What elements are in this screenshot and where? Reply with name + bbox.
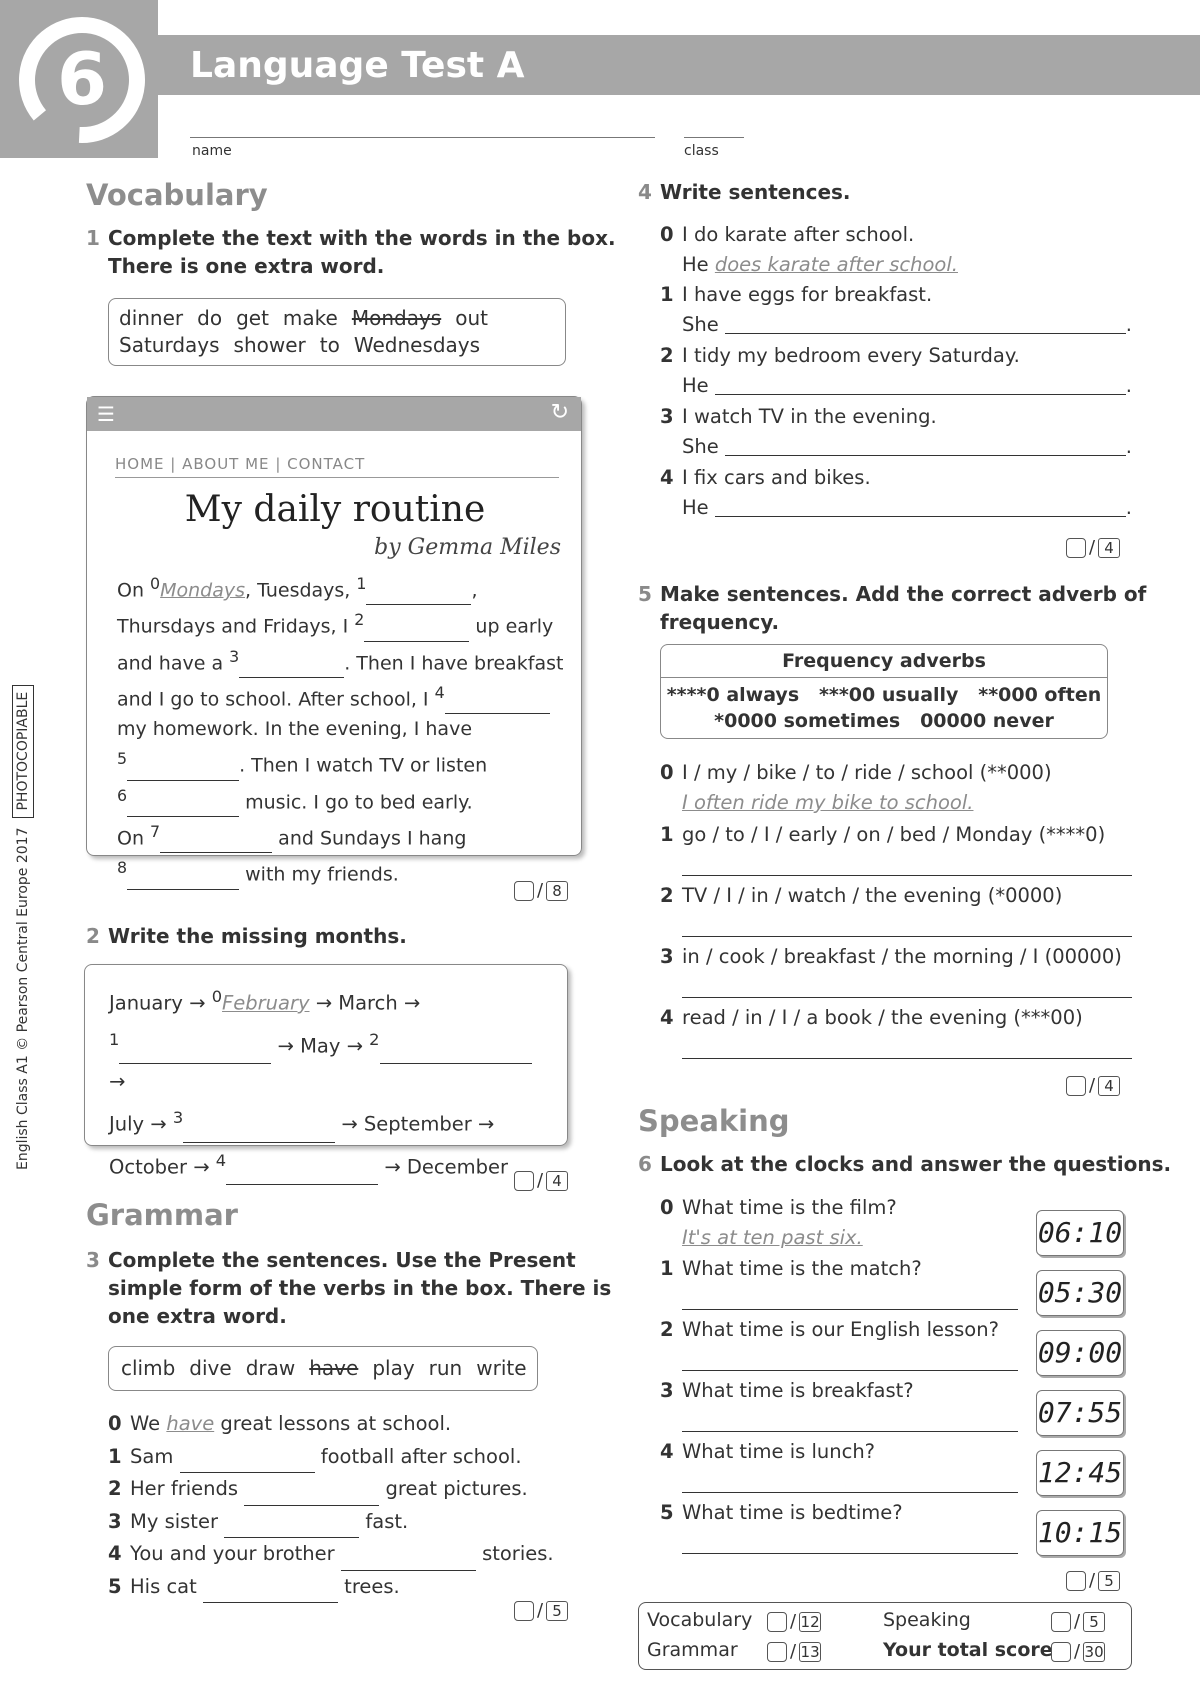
- ex2-score: / 4: [514, 1170, 568, 1191]
- ex5-item-3: 3 in / cook / breakfast / the morning / I (00000): [660, 942, 1132, 1003]
- ex5-item-0: 0 I / my / bike / to / ride / school (**000) I often ride my bike to school.: [660, 761, 1052, 814]
- ex6-instructions: 6 Look at the clocks and answer the questions.: [638, 1152, 1172, 1176]
- ex4-score: / 4: [1066, 537, 1120, 558]
- blog-blank-7[interactable]: [160, 833, 272, 853]
- total-label: Your total score: [883, 1639, 1053, 1661]
- ex3-item-3: 3 My sister fast.: [108, 1506, 554, 1539]
- ex6-item-0: 0 What time is the film? It's at ten past six.: [660, 1196, 897, 1249]
- unit-six-icon: [0, 0, 158, 158]
- ex6-item-1: 1 What time is the match?: [660, 1254, 1018, 1315]
- ex4-instructions: 4 Write sentences.: [638, 180, 851, 204]
- ex1-instructions: 1 Complete the text with the words in the box. There is one extra word.: [86, 226, 616, 278]
- menu-icon[interactable]: ☰: [97, 402, 115, 426]
- ex4-item-0: 0 I do karate after school. He does karate after school.: [660, 223, 958, 276]
- ex1-score: / 8: [514, 880, 568, 901]
- ex4-item-4: 4 I fix cars and bikes. He .: [660, 466, 1132, 519]
- side-text: [12, 685, 34, 1170]
- ex3-item-5: 5 His cat trees.: [108, 1571, 554, 1604]
- nav-about[interactable]: ABOUT ME: [182, 455, 270, 473]
- unit-badge: [0, 0, 158, 158]
- blog-blank-5[interactable]: [127, 761, 239, 781]
- ex3-item-4: 4 You and your brother stories.: [108, 1538, 554, 1571]
- ex6-item-2: 2 What time is our English lesson?: [660, 1315, 1018, 1376]
- ex3-item-1: 1 Sam football after school.: [108, 1441, 554, 1474]
- class-line[interactable]: [684, 137, 744, 138]
- ex3-score: / 5: [514, 1600, 568, 1621]
- ex3-items: [108, 1408, 554, 1603]
- blog-blank-3[interactable]: [239, 658, 344, 678]
- total-grammar-label: Grammar: [647, 1639, 738, 1661]
- ex4-item-2: 2 I tidy my bedroom every Saturday. He .: [660, 344, 1132, 397]
- ex2-instructions: 2 Write the missing months.: [86, 924, 407, 948]
- ex4-items: [660, 220, 1132, 524]
- ex5-item-2: 2 TV / I / in / watch / the evening (*0000): [660, 881, 1132, 942]
- month-blank-3[interactable]: [183, 1123, 335, 1143]
- blog-title: My daily routine: [184, 489, 486, 530]
- nav-home[interactable]: HOME: [115, 455, 165, 473]
- blog-text: On $^0$Mondays, Tuesdays, $^1$ , Thursdays and Fridays, I $^2$ up early and have a $^3$ . Then I have breakfast and I go to school. After school, I $^4$ my homework. In the evening, I have $^5$ . Then I watch TV or listen $^6$ music. I go to bed early. On $^7$ and Sundays I hang $^8$ with my friends.: [117, 569, 567, 890]
- class-label: class: [684, 143, 719, 159]
- ex6-item-3: 3 What time is breakfast?: [660, 1376, 1018, 1437]
- ex5-item-4: 4 read / in / I / a book / the evening (***00): [660, 1003, 1132, 1064]
- total-speaking-score: / 5: [1051, 1611, 1105, 1632]
- ex6-score: / 5: [1066, 1570, 1120, 1591]
- grammar-heading: Grammar: [86, 1198, 238, 1232]
- clock-1: 05:30: [1036, 1270, 1124, 1316]
- copyright: English Class A1 © Pearson Central Europe 2017: [15, 827, 31, 1170]
- total-score-box: [638, 1602, 1132, 1670]
- total-vocab-label: Vocabulary: [647, 1609, 753, 1631]
- ex4-item-3: 3 I watch TV in the evening. She .: [660, 405, 1132, 458]
- name-line[interactable]: [190, 137, 655, 138]
- clock-3: 07:55: [1036, 1390, 1124, 1436]
- photocopiable: PHOTOCOPIABLE: [12, 685, 34, 818]
- nav-contact[interactable]: CONTACT: [287, 455, 366, 473]
- vocabulary-heading: Vocabulary: [86, 178, 268, 212]
- ex3-word-box: climb dive draw have play run write: [108, 1346, 538, 1391]
- month-blank-2[interactable]: [380, 1044, 532, 1064]
- ex3-item-2: 2 Her friends great pictures.: [108, 1473, 554, 1506]
- frequency-box: Frequency adverbs ****0 always ***00 usually **000 often *0000 sometimes 00000 never: [660, 644, 1108, 739]
- total-grammar-score: / 13: [767, 1641, 821, 1662]
- blog-blank-4[interactable]: [445, 694, 550, 714]
- total-score: / 30: [1051, 1641, 1105, 1662]
- blog-nav: HOME | ABOUT ME | CONTACT: [115, 455, 559, 478]
- total-vocab-score: / 12: [767, 1611, 821, 1632]
- ex3-instructions: 3 Complete the sentences. Use the Present simple form of the verbs in the box. There is one extra word.: [86, 1248, 612, 1328]
- blog-blank-2[interactable]: [364, 622, 469, 642]
- blog-blank-6[interactable]: [127, 797, 239, 817]
- page-title: Language Test A: [190, 45, 525, 86]
- total-speaking-label: Speaking: [883, 1609, 971, 1631]
- clock-0: 06:10: [1036, 1210, 1124, 1256]
- ex3-item-0: 0 We have great lessons at school.: [108, 1412, 452, 1435]
- ex4-item-1: 1 I have eggs for breakfast. She .: [660, 283, 1132, 336]
- frequency-box-title: Frequency adverbs: [661, 645, 1107, 678]
- ex5-score: / 4: [1066, 1075, 1120, 1096]
- clock-2: 09:00: [1036, 1330, 1124, 1376]
- ex6-item-5: 5 What time is bedtime?: [660, 1498, 1018, 1559]
- word-box-line-2: Saturdays shower to Wednesdays: [119, 333, 481, 357]
- blog-byline: by Gemma Miles: [374, 535, 561, 560]
- clock-5: 10:15: [1036, 1510, 1124, 1556]
- ex1-word-box: [108, 298, 566, 366]
- blog-toolbar: [87, 397, 581, 431]
- blog-blank-8[interactable]: [127, 870, 239, 890]
- ex5-items: [660, 758, 1132, 1064]
- word-box-line-1: dinner do get make Mondays out: [119, 306, 488, 330]
- blog-blank-1[interactable]: [366, 585, 471, 605]
- ex5-item-1: 1 go / to / I / early / on / bed / Monday (****0): [660, 820, 1132, 881]
- refresh-icon[interactable]: ↻: [550, 400, 569, 425]
- unit-number: 6: [56, 37, 108, 121]
- name-label: name: [192, 143, 232, 159]
- ex6-item-4: 4 What time is lunch?: [660, 1437, 1018, 1498]
- month-blank-4[interactable]: [226, 1165, 378, 1185]
- speaking-heading: Speaking: [638, 1104, 790, 1138]
- ex5-instructions: 5 Make sentences. Add the correct adverb of frequency.: [638, 582, 1147, 634]
- blog-card: [86, 396, 582, 886]
- clock-4: 12:45: [1036, 1450, 1124, 1496]
- months-box: January → $^0$February → March → $^1$ → May → $^2$ → July → $^3$ → September → October → $^4$ → December: [84, 964, 568, 1146]
- ex6-items: [660, 1193, 1018, 1559]
- month-blank-1[interactable]: [119, 1044, 271, 1064]
